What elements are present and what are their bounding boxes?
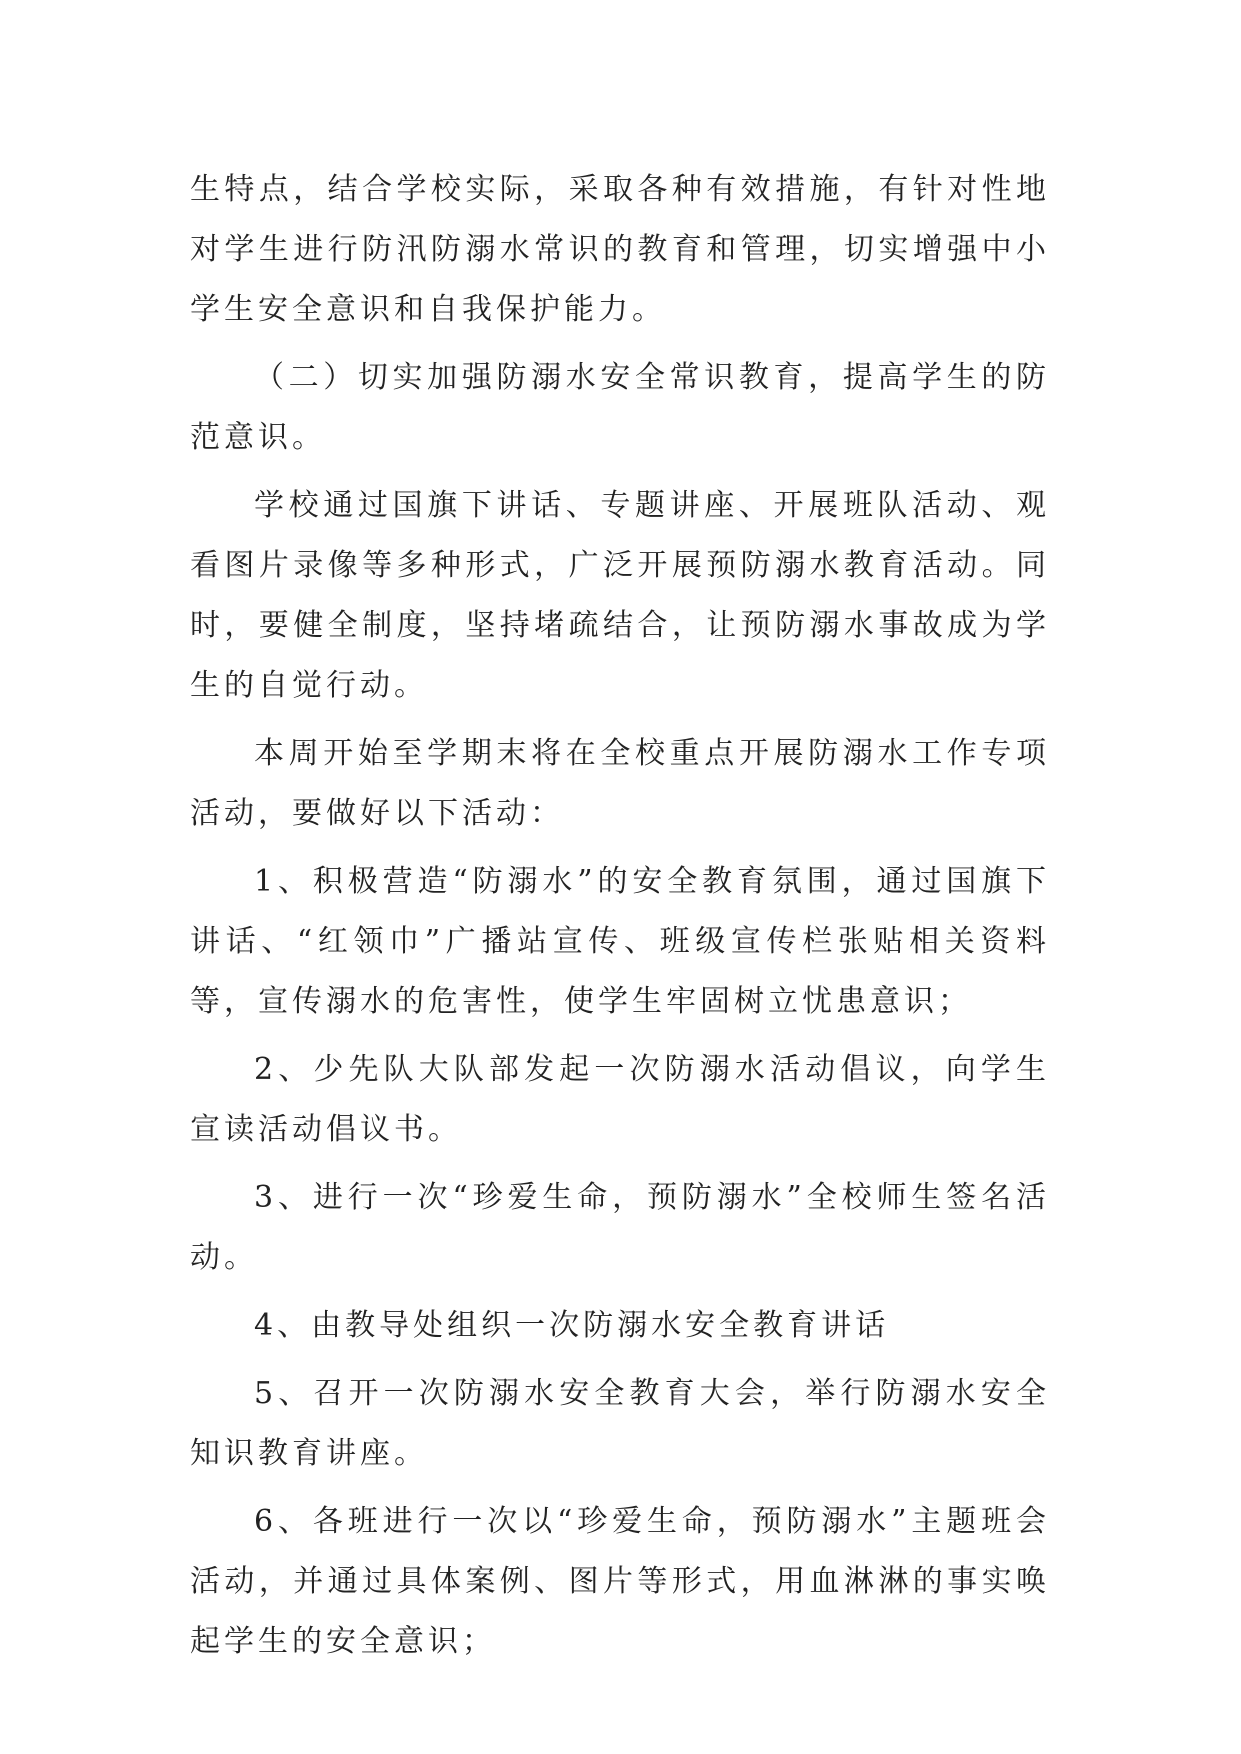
list-item: 5、召开一次防溺水安全教育大会，举行防溺水安全知识教育讲座。 bbox=[190, 1376, 1050, 1471]
list-item: 1、积极营造“防溺水”的安全教育氛围，通过国旗下讲话、“红领巾”广播站宣传、班级宣传栏张贴相关资料等，宣传溺水的危害性，使学生牢固树立忧患意识； bbox=[190, 864, 1050, 1019]
list-item: 3、进行一次“珍爱生命，预防溺水”全校师生签名活动。 bbox=[190, 1180, 1050, 1275]
paragraph: 本周开始至学期末将在全校重点开展防溺水工作专项活动，要做好以下活动： bbox=[190, 736, 1050, 831]
list-item: 2、少先队大队部发起一次防溺水活动倡议，向学生宣读活动倡议书。 bbox=[190, 1052, 1050, 1147]
section-heading: （二）切实加强防溺水安全常识教育，提高学生的防范意识。 bbox=[190, 360, 1050, 455]
paragraph-continuation: 生特点，结合学校实际，采取各种有效措施，有针对性地对学生进行防汛防溺水常识的教育和管理，切实增强中小学生安全意识和自我保护能力。 bbox=[190, 172, 1050, 327]
list-item: 6、各班进行一次以“珍爱生命，预防溺水”主题班会活动，并通过具体案例、图片等形式，用血淋淋的事实唤起学生的安全意识； bbox=[190, 1504, 1050, 1659]
paragraph: 学校通过国旗下讲话、专题讲座、开展班队活动、观看图片录像等多种形式，广泛开展预防溺水教育活动。同时，要健全制度，坚持堵疏结合，让预防溺水事故成为学生的自觉行动。 bbox=[190, 488, 1050, 703]
list-item: 4、由教导处组织一次防溺水安全教育讲话 bbox=[254, 1308, 890, 1343]
document-body bbox=[190, 160, 1050, 1680]
